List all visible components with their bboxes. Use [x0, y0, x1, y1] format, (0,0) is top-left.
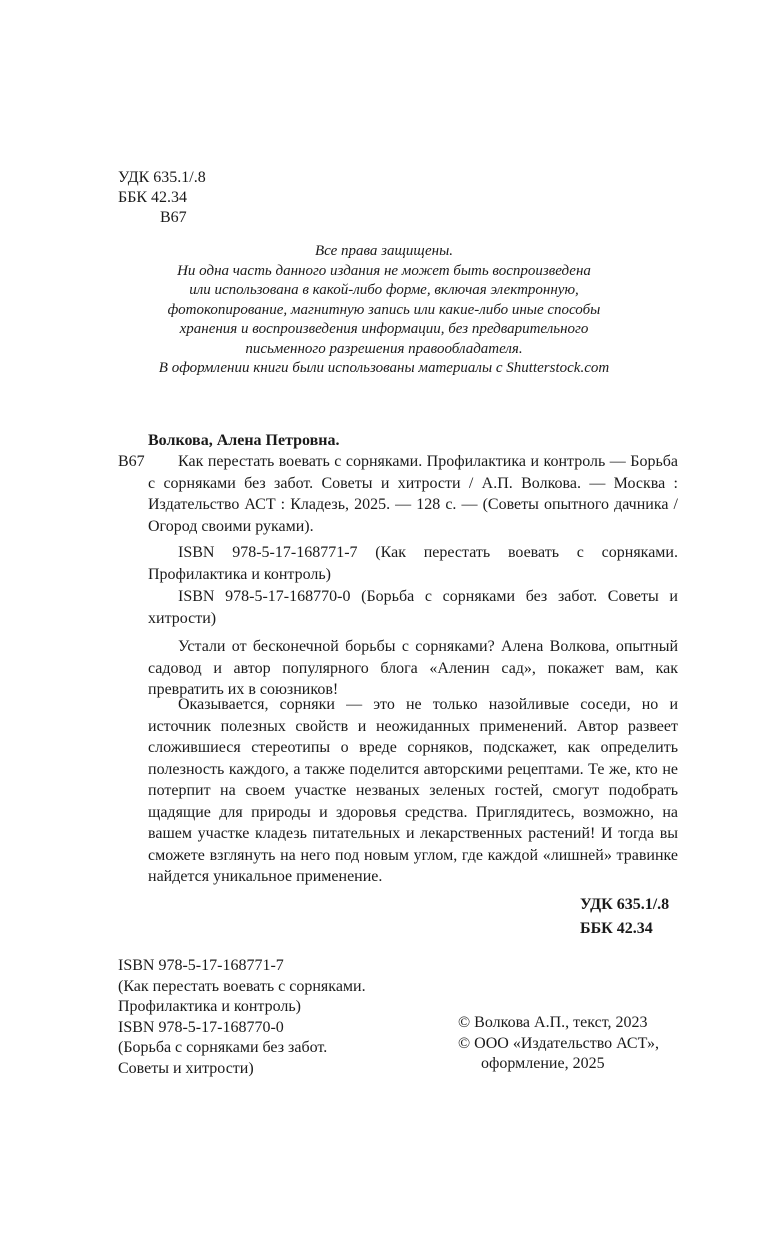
copyright-publisher: © ООО «Издательство АСТ», [458, 1034, 659, 1052]
bottom-isbn-line: ISBN 978-5-17-168771-7 [118, 957, 284, 974]
rights-line: хранения и воспроизведения информации, без предварительного [179, 321, 589, 337]
bottom-isbn-block [118, 956, 366, 1079]
rights-line: Все права защищены. [314, 243, 454, 259]
bottom-isbn-line: ISBN 978-5-17-168770-0 [118, 1018, 284, 1036]
isbn-entry-1: ISBN 978-5-17-168771-7 (Как перестать воевать с сорняками. Профилактика и контроль) [148, 544, 678, 583]
bottom-isbn-line: (Борьба с сорняками без забот. [118, 1039, 328, 1056]
isbn-entry-2: ISBN 978-5-17-168770-0 (Борьба с сорняками без забот. Советы и хитрости) [148, 588, 678, 627]
bottom-isbn-line: Профилактика и контроль) [118, 998, 301, 1015]
author-heading: Волкова, Алена Петровна. [148, 432, 340, 449]
right-classification-codes [580, 893, 669, 941]
rights-line: Ни одна часть данного издания не может быть воспроизведена [177, 262, 591, 279]
rights-line: фотокопирование, магнитную запись или какие-либо иные способы [167, 301, 601, 318]
copyright-author: © Волкова А.П., текст, 2023 [458, 1014, 648, 1031]
bottom-isbn-line: Советы и хитрости) [118, 1059, 254, 1077]
annotation-paragraph-2: Оказывается, сорняки — это не только назойливые соседи, но и источник полезных свойств и неожиданных применений. Автор развеет сложившиеся стереотипы о вреде сорняков, подскажет, как определить полезность каждого, а также поделится авторскими рецептами. Те же, кто не потерпит на своем участке незваных зеленых гостей, смогут подобрать щадящие для природы и здоровья средства. Приглядитесь, возможно, на вашем участке кладезь питательных и лекарственных растений! И тогда вы сможете взглянуть на него под новым углом, где каждой «лишней» травинке найдется уникальное применение. [148, 696, 678, 885]
bbk-code: ББК 42.34 [118, 189, 188, 206]
copyright-block [458, 1013, 659, 1075]
record-cutter: В67 [118, 453, 145, 470]
rights-notice [0, 242, 768, 379]
rights-line: или использована в какой-либо форме, включая электронную, [189, 282, 579, 298]
annotation-paragraph-1: Устали от бесконечной борьбы с сорняками? Алена Волкова, опытный садовод и автор популярного блога «Аленин сад», покажет вам, как превратить их в союзников! [148, 638, 678, 698]
classification-codes [118, 168, 206, 228]
bottom-isbn-line: (Как перестать воевать с сорняками. [118, 977, 366, 995]
bibliographic-description: Как перестать воевать с сорняками. Профилактика и контроль — Борьба с сорняками без забот. Советы и хитрости / А.П. Волкова. — Москва : Издательство АСТ : Кладезь, 2025. — 128 с. — (Советы опытного дачника / Огород своими руками). [148, 453, 678, 535]
copyright-design: оформление, 2025 [481, 1055, 605, 1072]
rights-line: В оформлении книги были использованы материалы с Shutterstock.com [158, 360, 610, 376]
cutter-code: В67 [160, 209, 187, 226]
rights-line: письменного разрешения правообладателя. [245, 340, 523, 357]
right-udk-code: УДК 635.1/.8 [580, 896, 670, 913]
right-bbk-code: ББК 42.34 [580, 920, 653, 937]
udk-code: УДК 635.1/.8 [118, 169, 206, 186]
